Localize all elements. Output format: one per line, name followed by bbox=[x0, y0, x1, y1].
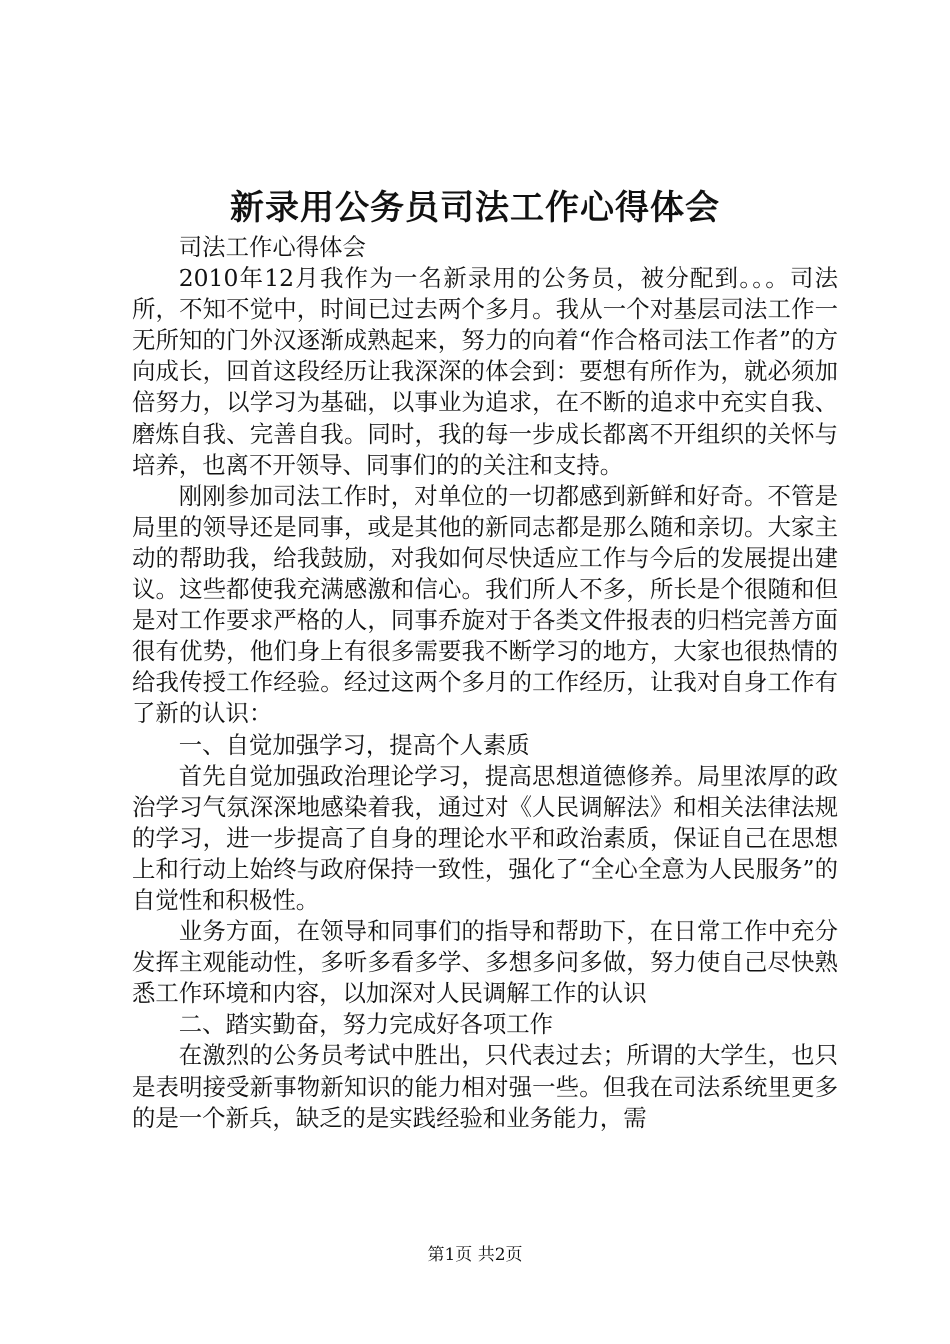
paragraph: 刚刚参加司法工作时，对单位的一切都感到新鲜和好奇。不管是局里的领导还是同事，或是其他的新同志都是那么随和亲切。大家主动的帮助我，给我鼓励，对我如何尽快适应工作与今后的发展提出建议。这些都使我充满感激和信心。我们所人不多，所长是个很随和但是对工作要求严格的人，同事乔旋对于各类文件报表的归档完善方面很有优势，他们身上有很多需要我不断学习的地方，大家也很热情的给我传授工作经验。经过这两个多月的工作经历，让我对自身工作有了新的认识： bbox=[132, 481, 838, 728]
section-heading: 二、踏实勤奋，努力完成好各项工作 bbox=[178, 1010, 554, 1039]
document-body bbox=[132, 232, 838, 1134]
paragraph: 首先自觉加强政治理论学习，提高思想道德修养。局里浓厚的政治学习气氛深深地感染着我，通过对《人民调解法》和相关法律法规的学习，进一步提高了自身的理论水平和政治素质，保证自己在思想上和行动上始终与政府保持一致性，强化了“全心全意为人民服务”的自觉性和积极性。 bbox=[132, 761, 838, 914]
document-title: 新录用公务员司法工作心得体会 bbox=[230, 188, 720, 228]
paragraph: 在激烈的公务员考试中胜出，只代表过去；所谓的大学生，也只是表明接受新事物新知识的能力相对强一些。但我在司法系统里更多的是一个新兵，缺乏的是实践经验和业务能力，需 bbox=[132, 1041, 838, 1132]
paragraph-subtitle: 司法工作心得体会 bbox=[178, 233, 366, 261]
page-footer: 第1页 共2页 bbox=[427, 1245, 523, 1265]
paragraph: 2010年12月我作为一名新录用的公务员，被分配到。。。司法所，不知不觉中，时间已过去两个多月。我从一个对基层司法工作一无所知的门外汉逐渐成熟起来，努力的向着“作合格司法工作者”的方向成长，回首这段经历让我深深的体会到：要想有所作为，就必须加倍努力，以学习为基础，以事业为追求，在不断的追求中充实自我、磨炼自我、完善自我。同时，我的每一步成长都离不开组织的关怀与培养，也离不开领导、同事们的的关注和支持。 bbox=[132, 264, 838, 479]
paragraph: 业务方面，在领导和同事们的指导和帮助下，在日常工作中充分发挥主观能动性，多听多看多学、多想多问多做，努力使自己尽快熟悉工作环境和内容，以加深对人民调解工作的认识 bbox=[132, 917, 838, 1008]
section-heading: 一、自觉加强学习，提高个人素质 bbox=[178, 730, 530, 759]
